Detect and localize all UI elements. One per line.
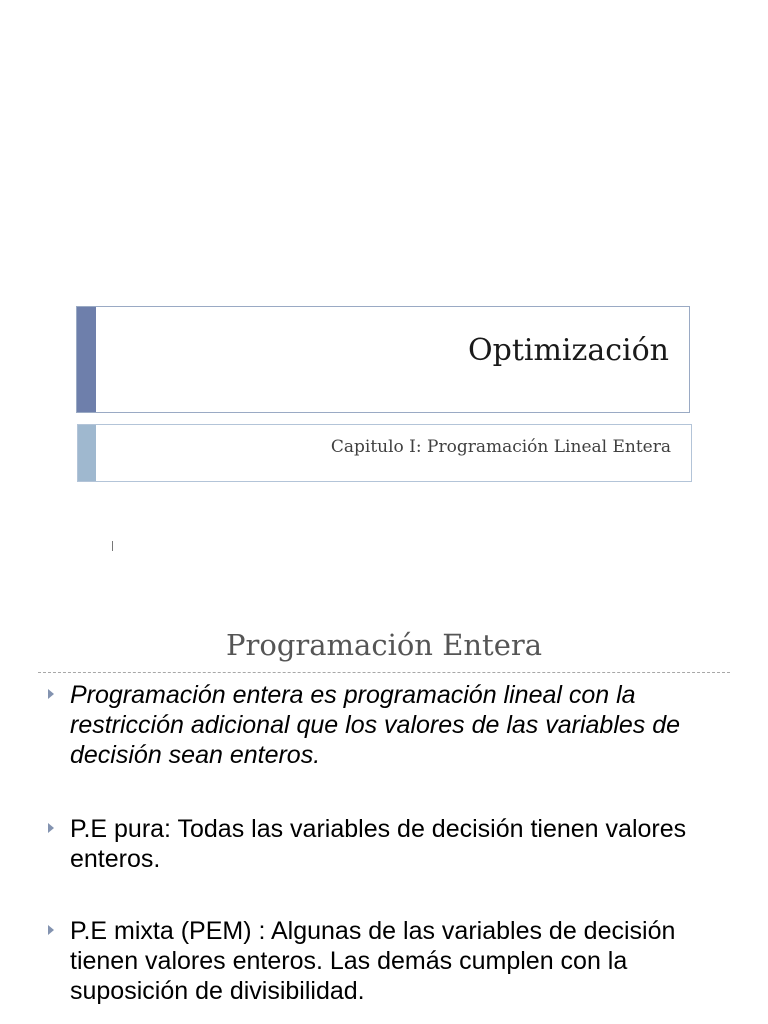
subtitle-accent-bar [78, 425, 96, 481]
bullet-text: P.E mixta (PEM) : Algunas de las variables de decisión tienen valores enteros. Las demás cumplen con la suposición de divisibilidad. [70, 917, 676, 1005]
bullet-text: Programación entera es programación lineal con la restricción adicional que los valores de las variables de decisión sean enteros. [70, 681, 681, 769]
slide-title: Optimización [468, 333, 669, 368]
triangle-right-icon [48, 689, 54, 699]
bullet-text: P.E pura: Todas las variables de decisión tienen valores enteros. [70, 815, 687, 873]
slide-subtitle: Capitulo I: Programación Lineal Entera [330, 437, 671, 457]
content-slide [0, 576, 768, 1024]
title-divider [38, 672, 730, 673]
text-cursor-mark [112, 541, 113, 551]
triangle-right-icon [48, 823, 54, 833]
title-accent-bar [77, 307, 96, 412]
triangle-right-icon [48, 925, 54, 935]
title-box [76, 306, 690, 413]
subtitle-box [77, 424, 692, 482]
content-slide-title: Programación Entera [225, 628, 543, 662]
